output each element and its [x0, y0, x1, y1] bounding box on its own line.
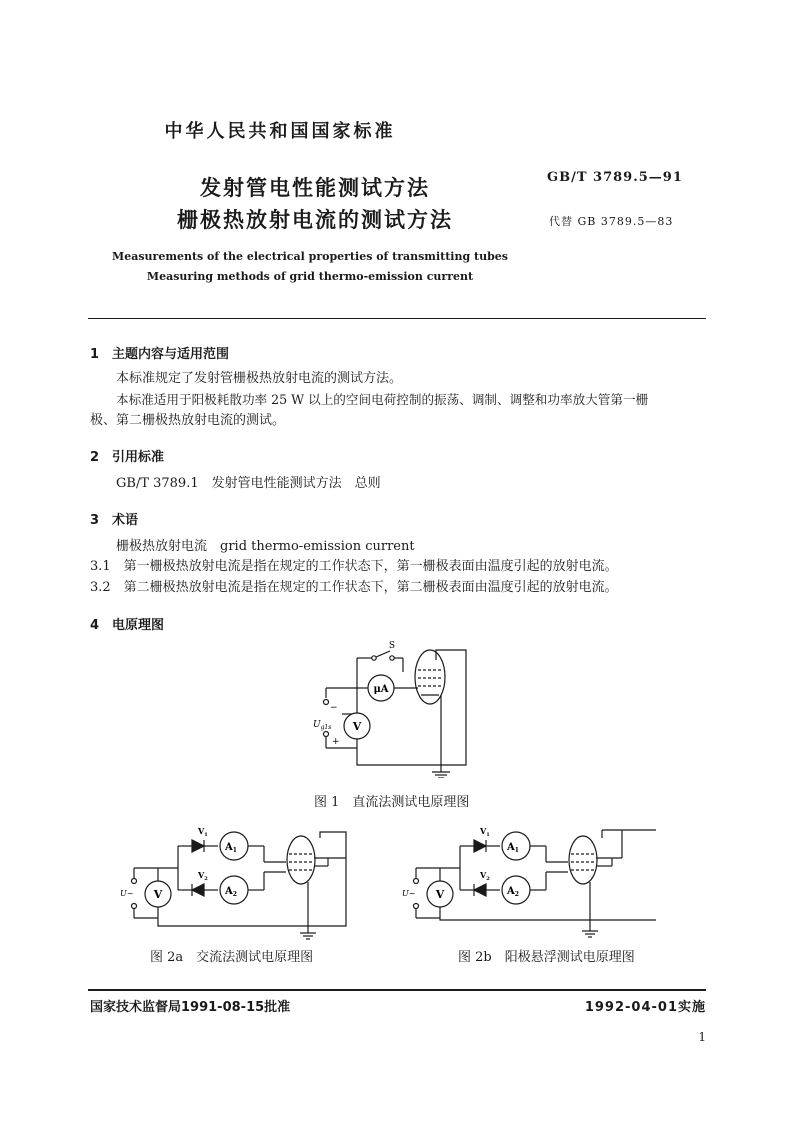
figure1-dc-circuit	[300, 636, 480, 778]
section3-term: 栅极热放射电流 grid thermo-emission current	[116, 539, 415, 554]
ammeter-a2-label: $A_2$	[507, 886, 519, 898]
supply-label: $U_{g1s}$	[313, 720, 332, 731]
section3-heading: 3 术语	[90, 513, 139, 528]
section1-heading: 1 主题内容与适用范围	[90, 347, 230, 362]
effective-date: 1992-04-01实施	[584, 1000, 706, 1015]
diode-v1-label: $V_1$	[480, 826, 490, 838]
title-cn-line1: 发射管电性能测试方法	[200, 176, 430, 200]
figure2a-ac-circuit	[120, 822, 360, 944]
section4-heading: 4 电原理图	[90, 618, 165, 633]
section2-reference: GB/T 3789.1 发射管电性能测试方法 总则	[116, 476, 381, 491]
section1-paragraph1: 本标准规定了发射管栅极热放射电流的测试方法。	[116, 371, 403, 386]
ammeter-a1-label: $A_1$	[507, 842, 519, 854]
replaces-standard: 代替 GB 3789.5—83	[549, 215, 674, 228]
header-rule	[88, 318, 706, 319]
ammeter-a2-label: $A_2$	[225, 886, 237, 898]
title-cn-line2: 栅极热放射电流的测试方法	[177, 208, 453, 232]
diode-v2-label: $V_2$	[480, 870, 490, 882]
figure2b-floating-anode-circuit	[402, 822, 658, 944]
voltmeter-label: V	[435, 888, 445, 901]
ac-supply-label: U~	[120, 889, 134, 898]
section1-paragraph2b: 极、第二栅极热放射电流的测试。	[90, 413, 286, 428]
voltmeter-label: V	[153, 888, 163, 901]
national-standard-heading: 中华人民共和国国家标准	[164, 121, 396, 142]
figure2b-caption: 图 2b 阳极悬浮测试电原理图	[458, 950, 635, 965]
section3-definition2: 3.2 第二栅极热放射电流是指在规定的工作状态下，第二栅极表面由温度引起的放射电流。	[90, 580, 618, 595]
section3-definition1: 3.1 第一栅极热放射电流是指在规定的工作状态下，第一栅极表面由温度引起的放射电流。	[90, 559, 618, 574]
figure2a-caption: 图 2a 交流法测试电原理图	[150, 950, 314, 965]
diode-v1-label: $V_1$	[198, 826, 208, 838]
title-en-line1: Measurements of the electrical properties of transmitting tubes	[112, 250, 508, 263]
section2-heading: 2 引用标准	[90, 450, 165, 465]
section1-paragraph2a: 本标准适用于阳极耗散功率 25 W 以上的空间电荷控制的振荡、调制、调整和功率放大管第一栅	[116, 392, 649, 407]
page-number: 1	[698, 1030, 706, 1044]
switch-label: S	[388, 641, 396, 651]
standard-code: GB/T 3789.5—91	[547, 170, 683, 185]
footer-rule	[88, 989, 706, 991]
approval-date: 国家技术监督局1991-08-15批准	[90, 1000, 291, 1015]
microammeter-label: μA	[373, 684, 389, 695]
voltmeter-label: V	[352, 720, 362, 733]
diode-v2-label: $V_2$	[198, 870, 208, 882]
ac-supply-label: U~	[402, 889, 416, 898]
plus-sign: +	[332, 737, 340, 747]
minus-sign: −	[330, 703, 338, 713]
ammeter-a1-label: $A_1$	[225, 842, 237, 854]
title-en-line2: Measuring methods of grid thermo-emission current	[146, 270, 474, 283]
figure1-caption: 图 1 直流法测试电原理图	[314, 795, 470, 810]
